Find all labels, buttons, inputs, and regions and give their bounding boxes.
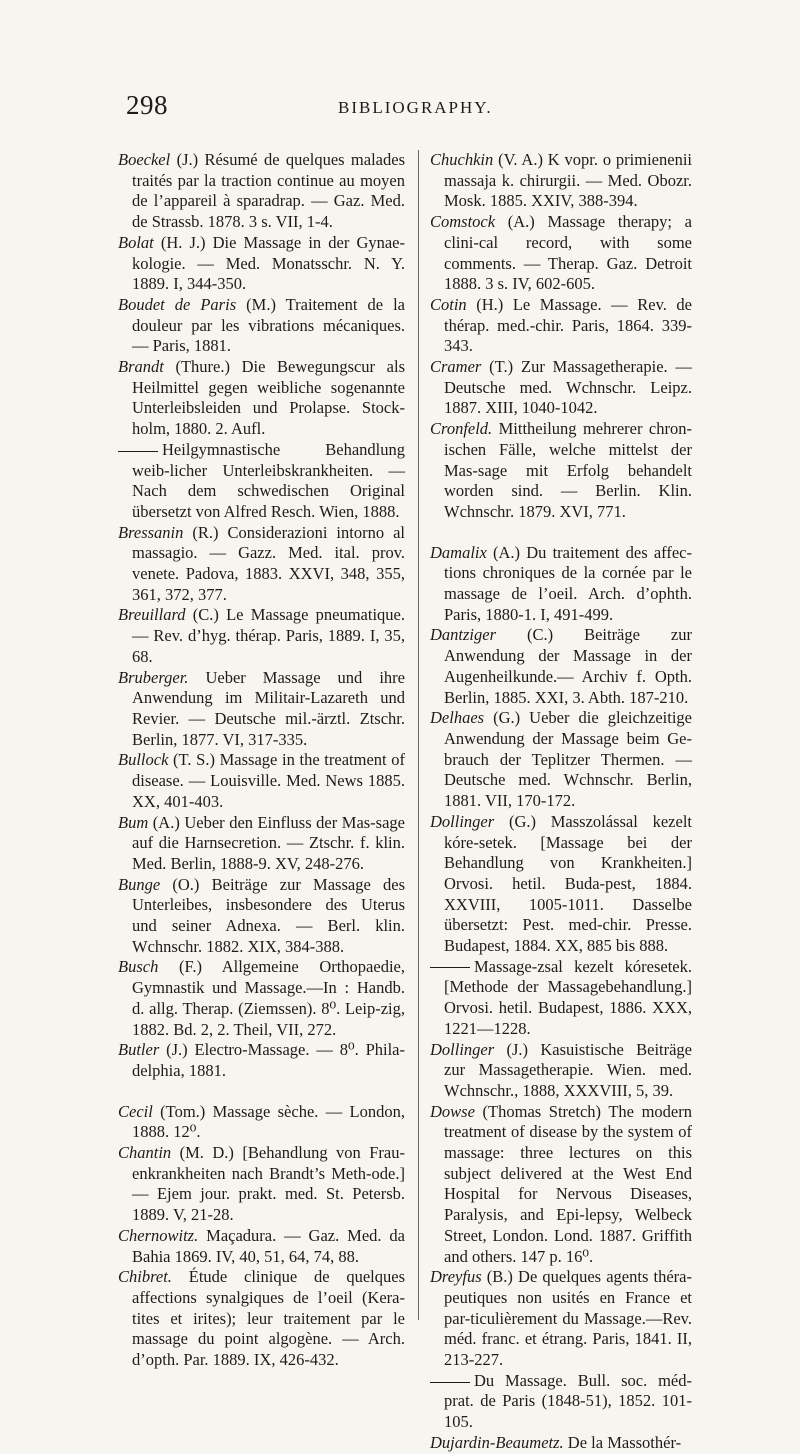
entry-author: Breuillard [118, 605, 186, 625]
entry-citation: Ueber Massage und ihre Anwendung im Militair-Lazareth und Revier. — Deutsche mil.-ärztl. Ztschr. Berlin, 1877. VI, 317-335. [132, 667, 405, 749]
entry-citation: (Thomas Stretch) The modern treatment of disease by the system of massage: three lectures on this subject delivered at the West End Hospital for Nervous Diseases, Paralysis, and Epi-lepsy, Welbeck Street, London. Lond. 1887. Griffith and others. 147 p. 16⁰. [444, 1101, 692, 1266]
entry-citation: (V. A.) K vopr. o primienenii massaja k. chirurgii. — Med. Obozr. Mosk. 1885. XXIV, 388-394. [444, 150, 692, 211]
entry-citation: (M. D.) [Behandlung von Frau-enkrankheiten nach Brandt’s Meth-ode.] — Ejem jour. prakt. med. St. Petersb. 1889. V, 21-28. [132, 1143, 405, 1225]
entry-author: Cramer [430, 357, 482, 377]
bibliography-column-left [118, 150, 405, 1371]
entry-citation: (G.) Ueber die gleichzeitige Anwendung der Massage beim Ge-brauch der Teplitzer Thermen. — Deutsche med. Wchnschr. Berlin, 1881. VII, 170-172. [444, 708, 692, 811]
entry-citation: (T. S.) Massage in the treatment of disease. — Louisville. Med. News 1885. XX, 401-403. [132, 750, 405, 811]
entry-author: Dowse [430, 1101, 475, 1121]
bibliography-entry [430, 957, 692, 1040]
entry-author: Dollinger [430, 1039, 495, 1059]
entry-citation: Maçadura. — Gaz. Med. da Bahia 1869. IV, 40, 51, 64, 74, 88. [132, 1225, 405, 1266]
bibliography-entry [430, 1371, 692, 1433]
bibliography-entry [118, 1143, 405, 1226]
bibliography-entry [430, 1040, 692, 1102]
bibliography-entry [118, 1102, 405, 1143]
bibliography-entry [430, 150, 692, 212]
entry-citation: (F.) Allgemeine Orthopaedie, Gymnastik und Massage.—In : Handb. d. allg. Therap. (Ziemssen). 8⁰. Leip-zig, 1882. Bd. 2, 2. Theil, VII, 272. [132, 957, 405, 1039]
entry-author: Bunge [118, 874, 161, 894]
column-divider [418, 150, 419, 1320]
entry-citation: (A.) Massage therapy; a clini-cal record, with some comments. — Therap. Gaz. Detroit 1888. 3 s. IV, 602-605. [444, 212, 692, 294]
bibliography-entry [430, 543, 692, 626]
entry-citation: Mittheilung mehrerer chron-ischen Fälle, welche mittelst der Mas-sage mit Erfolg behandelt worden sind. — Berlin. Klin. Wchnschr. 1879. XVI, 771. [444, 419, 692, 521]
entry-author: Bressanin [118, 522, 184, 542]
bibliography-entry [430, 1267, 692, 1371]
entry-author: Brandt [118, 357, 164, 377]
bibliography-entry [430, 812, 692, 957]
entry-author: Chernowitz. [118, 1225, 199, 1245]
bibliography-entry [430, 212, 692, 295]
bibliography-entry [118, 150, 405, 233]
bibliography-entry [118, 813, 405, 875]
entry-author: Bullock [118, 750, 169, 770]
ditto-dash [430, 1382, 470, 1383]
entry-citation: (Thure.) Die Bewegungscur als Heilmittel gegen weibliche sogenannte Unterleibsleiden und Prolapse. Stock-holm, 1880. 2. Aufl. [132, 357, 405, 439]
entry-citation: (J.) Electro-Massage. — 8⁰. Phila-delphia, 1881. [132, 1040, 405, 1080]
entry-author: Chibret. [118, 1267, 172, 1287]
entry-citation: (C.) Le Massage pneumatique. — Rev. d’hyg. thérap. Paris, 1889. I, 35, 68. [132, 605, 405, 666]
entry-author: Chuchkin [430, 150, 494, 169]
entry-author: Butler [118, 1040, 160, 1060]
entry-author: Comstock [430, 212, 496, 232]
page-number: 298 [126, 90, 168, 120]
entry-author: Cronfeld. [430, 419, 493, 439]
entry-author: Dreyfus [430, 1267, 482, 1287]
bibliography-entry [118, 1267, 405, 1371]
entry-author: Delhaes [430, 708, 485, 728]
entry-author: Busch [118, 957, 159, 977]
entry-citation: Étude clinique de quelques affections synalgiques de l’oeil (Kera-tites et irites); leur traitement par le massage du point algogène. — Arch. d’opth. Par. 1889. IX, 426-432. [132, 1267, 405, 1370]
bibliography-entry [118, 295, 405, 357]
bibliography-entry [430, 1433, 692, 1454]
entry-citation: (O.) Beiträge zur Massage des Unterleibes, insbesondere des Uterus und seiner Adnexa. — Berl. klin. Wchnschr. 1882. XIX, 384-388. [132, 874, 405, 956]
entry-citation: (J.) Résumé de quelques malades traités par la traction continue au moyen de l’appareil à sparadrap. — Gaz. Med. de Strassb. 1878. 3 s. VII, 1-4. [132, 150, 405, 232]
bibliography-entry [118, 233, 405, 295]
bibliography-column-right [430, 150, 692, 1454]
bibliography-entry [430, 419, 692, 523]
entry-citation: (A.) Ueber den Einfluss der Mas-sage auf die Harnsecretion. — Ztschr. f. klin. Med. Berlin, 1888-9. XV, 248-276. [132, 812, 405, 873]
entry-citation: (H.) Le Massage. — Rev. de thérap. med.-chir. Paris, 1864. 339-343. [444, 294, 692, 356]
entry-citation: (B.) De quelques agents théra-peutiques non usités en France et par-ticulièrement du Massage.—Rev. méd. franc. et étrang. Paris, 1841. II, 213-227. [444, 1267, 692, 1370]
entry-citation: (A.) Du traitement des affec-tions chroniques de la cornée par le massage de l’oeil. Arch. d’ophth. Paris, 1880-1. I, 491-499. [444, 542, 692, 624]
entry-citation: (M.) Traitement de la douleur par les vibrations mécaniques. — Paris, 1881. [132, 294, 405, 356]
entry-author: Chantin [118, 1143, 172, 1163]
running-title: BIBLIOGRAPHY. [338, 98, 493, 117]
entry-author: Dantziger [430, 625, 496, 645]
bibliography-entry [118, 523, 405, 606]
ditto-dash [430, 967, 470, 968]
entry-citation: De la Massothér- [563, 1432, 682, 1452]
bibliography-entry [430, 708, 692, 812]
bibliography-entry [118, 957, 405, 1040]
entry-author: Damalix [430, 542, 487, 562]
ditto-dash [118, 451, 158, 452]
bibliography-entry [118, 750, 405, 812]
entry-citation: Heilgymnastische Behandlung weib-licher Unterleibskrankheiten. — Nach dem schwedischen Original übersetzt von Alfred Resch. Wien, 1888. [132, 439, 405, 521]
bibliography-entry [118, 1226, 405, 1267]
entry-author: Dollinger [430, 811, 495, 831]
page-header [0, 88, 800, 128]
entry-author: Bolat [118, 232, 154, 252]
entry-author: Cecil [118, 1101, 153, 1121]
entry-author: Boudet de Paris [118, 294, 237, 314]
bibliography-entry [430, 357, 692, 419]
bibliography-entry [430, 625, 692, 708]
entry-citation: Du Massage. Bull. soc. méd-prat. de Paris (1848-51), 1852. 101-105. [444, 1370, 692, 1432]
bibliography-entry [118, 440, 405, 523]
bibliography-entry [118, 605, 405, 667]
bibliography-entry [430, 1102, 692, 1268]
entry-author: Dujardin-Beaumetz. [430, 1432, 564, 1452]
entry-citation: (J.) Kasuistische Beiträge zur Massagetherapie. Wien. med. Wchnschr., 1888, XXXVIII, 5, 39. [444, 1039, 692, 1100]
bibliography-entry [118, 1040, 405, 1081]
bibliography-entry [430, 295, 692, 357]
entry-author: Boeckel [118, 150, 171, 169]
entry-citation: (G.) Masszolással kezelt kóre-setek. [Massage bei der Behandlung von Krankheiten.] Orvosi. hetil. Buda-pest, 1884. XXVIII, 1005-1011. Dasselbe übersetzt: Pest. med-chir. Presse. Budapest, 1884. XX, 885 bis 888. [444, 811, 692, 956]
entry-citation: Massage-zsal kezelt kóresetek. [Methode der Massagebehandlung.] Orvosi. hetil. Budapest, 1886. XXX, 1221—1228. [444, 956, 692, 1038]
bibliography-entry [118, 875, 405, 958]
entry-author: Bruberger. [118, 667, 189, 687]
entry-author: Bum [118, 812, 149, 832]
entry-author: Cotin [430, 294, 467, 314]
entry-citation: (T.) Zur Massagetherapie. — Deutsche med. Wchnschr. Leipz. 1887. XIII, 1040-1042. [444, 357, 692, 418]
entry-citation: (C.) Beiträge zur Anwendung der Massage in der Augenheilkunde.— Archiv f. Opth. Berlin, 1885. XXI, 3. Abth. 187-210. [444, 625, 692, 707]
entry-citation: (R.) Considerazioni intorno al massagio. — Gazz. Med. ital. prov. venete. Padova, 1883. XXVI, 348, 355, 361, 372, 377. [132, 522, 405, 604]
bibliography-entry [118, 668, 405, 751]
entry-citation: (Tom.) Massage sèche. — London, 1888. 12⁰. [132, 1101, 405, 1142]
bibliography-entry [118, 357, 405, 440]
entry-citation: (H. J.) Die Massage in der Gynae-kologie. — Med. Monatsschr. N. Y. 1889. I, 344-350. [132, 232, 405, 294]
